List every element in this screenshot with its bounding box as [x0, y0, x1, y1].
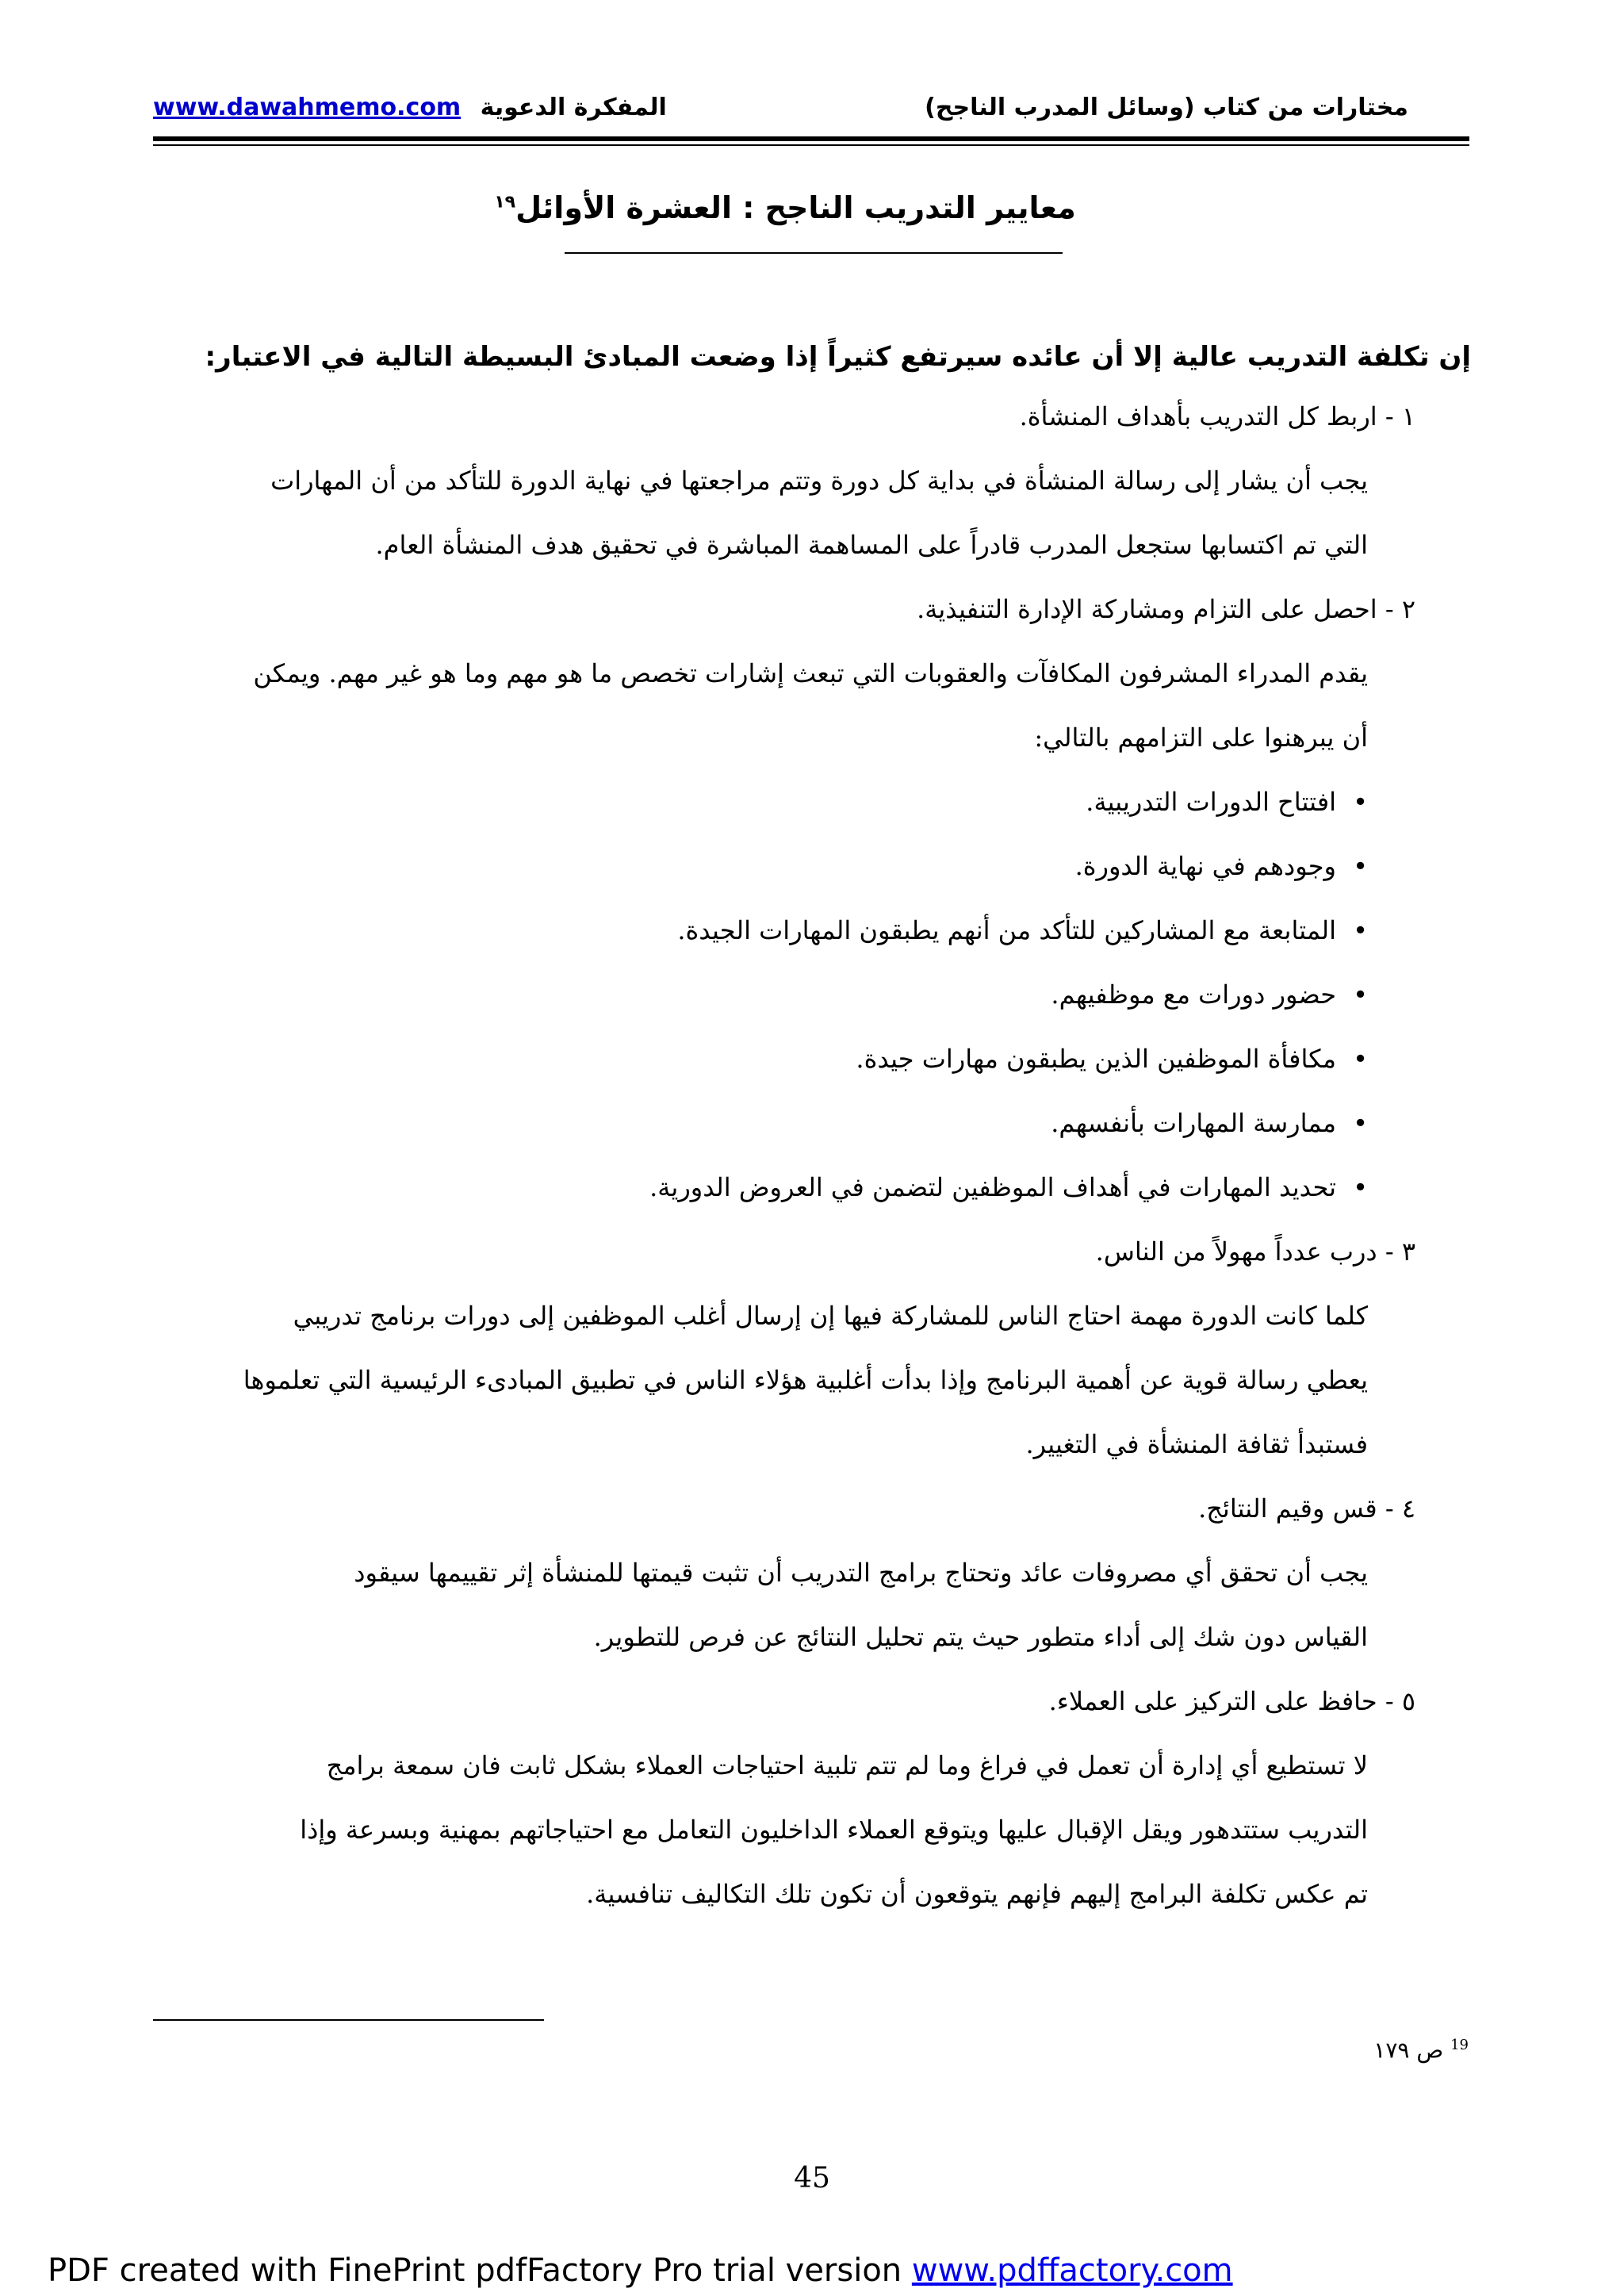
item-1-heading: ١ - اربط كل التدريب بأهداف المنشأة.	[1019, 401, 1415, 431]
item-3-body-line-3: فستبدأ ثقافة المنشأة في التغيير.	[1025, 1429, 1368, 1459]
title-footnote-ref[interactable]: ١٩	[494, 192, 516, 213]
bullet-item: •حضور دورات مع موظفيهم.	[159, 963, 1471, 1027]
book-title: مختارات من كتاب (وسائل المدرب الناجح)	[925, 94, 1408, 121]
bullet-icon: •	[1353, 851, 1368, 881]
item-3-body-line-1: كلما كانت الدورة مهمة احتاج الناس للمشاركة فيها إن إرسال أغلب الموظفين إلى دورات برنامج تدريبي	[293, 1301, 1368, 1331]
footnote-ref: 19	[1450, 2037, 1469, 2053]
bullet-icon: •	[1353, 915, 1368, 945]
intro-paragraph: إن تكلفة التدريب عالية إلا أن عائده سيرتفع كثيراً إذا وضعت المبادئ البسيطة التالية في الاعتبار:	[205, 341, 1471, 373]
item-1-body-line-1: يجب أن يشار إلى رسالة المنشأة في بداية كل دورة وتتم مراجعتها في نهاية الدورة للتأكد من أن المهارات	[270, 466, 1368, 496]
item-4-body-line-2: القياس دون شك إلى أداء متطور حيث يتم تحليل النتائج عن فرص للتطوير.	[593, 1622, 1368, 1652]
pdf-trial-banner	[48, 2252, 1237, 2289]
bullet-item: •المتابعة مع المشاركين للتأكد من أنهم يطبقون المهارات الجيدة.	[159, 899, 1471, 963]
site-name: المفكرة الدعوية	[480, 94, 667, 121]
bullet-icon: •	[1353, 787, 1368, 817]
bullet-icon: •	[1353, 979, 1368, 1010]
footnote	[1269, 2037, 1469, 2063]
item-5-body-line-1: لا تستطيع أي إدارة أن تعمل في فراغ وما لم تتم تلبية احتياجات العملاء بشكل ثابت فان سمعة برامج	[326, 1750, 1368, 1780]
page-number: 45	[794, 2162, 830, 2194]
footnote-text: ص ١٧٩	[1373, 2037, 1444, 2064]
site-url-link[interactable]: www.dawahmemo.com	[153, 94, 462, 121]
document-body	[159, 329, 1471, 1926]
bullet-item: •ممارسة المهارات بأنفسهم.	[159, 1091, 1471, 1156]
bullet-icon: •	[1353, 1172, 1368, 1202]
header-rule-thick	[153, 136, 1469, 141]
item-5-heading: ٥ - حافظ على التركيز على العملاء.	[1048, 1686, 1415, 1716]
footnote-separator	[153, 2019, 544, 2021]
item-1-body-line-2: التي تم اكتسابها ستجعل المدرب قادراً على المساهمة المباشرة في تحقيق هدف المنشأة العام.	[375, 530, 1368, 560]
header-rule-thin	[153, 144, 1469, 146]
bullet-item: •وجودهم في نهاية الدورة.	[159, 834, 1471, 899]
item-2-body-line-1: يقدم المدراء المشرفون المكافآت والعقوبات التي تبعث إشارات تخصص ما هو مهم وما هو غير مهم. ويمكن	[253, 658, 1368, 688]
item-3-body-line-2: يعطي رسالة قوية عن أهمية البرنامج وإذا بدأت أغلبية هؤلاء الناس في تطبيق المبادىء الرئيسية التي تعلموها	[243, 1365, 1368, 1395]
item-4-body-line-1: يجب أن تحقق أي مصروفات عائد وتحتاج برامج التدريب أن تثبت قيمتها للمنشأة إثر تقييمها سيقود	[354, 1558, 1368, 1588]
item-5-body-line-2: التدريب ستتدهور ويقل الإقبال عليها ويتوقع العملاء الداخليون التعامل مع احتياجاتهم بمهنية وبسرعة وإذا	[300, 1815, 1368, 1845]
page-title-text: معايير التدريب الناجح : العشرة الأوائل	[515, 190, 1076, 225]
bullet-icon: •	[1353, 1044, 1368, 1074]
item-2-heading: ٢ - احصل على التزام ومشاركة الإدارة التنفيذية.	[917, 594, 1415, 624]
site-info	[153, 94, 667, 121]
page-title	[484, 190, 1086, 225]
bullet-item: •تحديد المهارات في أهداف الموظفين لتضمن في العروض الدورية.	[159, 1156, 1471, 1220]
item-4-heading: ٤ - قس وقيم النتائج.	[1198, 1493, 1415, 1524]
page-header	[153, 94, 1469, 133]
item-5-body-line-3: تم عكس تكلفة البرامج إليهم فإنهم يتوقعون أن تكون تلك التكاليف تنافسية.	[586, 1879, 1368, 1909]
pdffactory-link[interactable]: www.pdffactory.com	[911, 2252, 1233, 2289]
bullet-item: •مكافأة الموظفين الذين يطبقون مهارات جيدة.	[159, 1027, 1471, 1091]
bullet-icon: •	[1353, 1108, 1368, 1138]
banner-text: PDF created with FinePrint pdfFactory Pro trial version	[48, 2252, 912, 2289]
title-underline	[565, 252, 1063, 254]
bullet-item: •افتتاح الدورات التدريبية.	[159, 770, 1471, 834]
item-2-body-line-2: أن يبرهنوا على التزامهم بالتالي:	[1034, 723, 1368, 753]
item-3-heading: ٣ - درب عدداً مهولاً من الناس.	[1095, 1236, 1415, 1267]
